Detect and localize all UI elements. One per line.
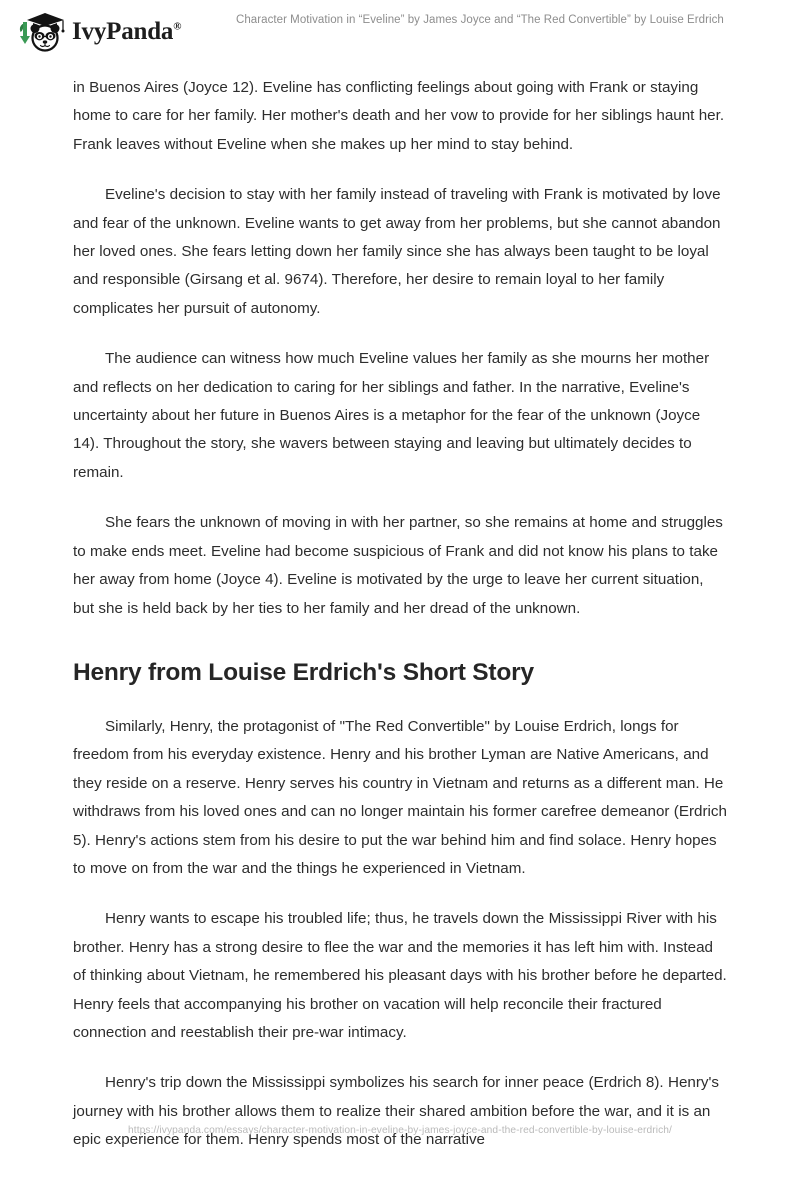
- source-url[interactable]: https://ivypanda.com/essays/character-motivation-in-eveline-by-james-joyce-and-the-red-convertible-by-louise-erdrich/: [128, 1125, 672, 1136]
- registered-mark-icon: ®: [173, 20, 182, 33]
- body-paragraph: Eveline's decision to stay with her family instead of traveling with Frank is motivated by love and fear of the unknown. Eveline wants to get away from her problems, but she cannot abandon her loved ones. She fears letting down her family since she has always been taught to be loyal and responsible (Girsang et al. 9674). Therefore, her desire to remain loyal to her family complicates her pursuit of autonomy.: [73, 186, 721, 317]
- page-footer: [0, 1120, 800, 1138]
- body-paragraph: The audience can witness how much Eveline values her family as she mourns her mother and reflects on her dedication to caring for her siblings and father. In the narrative, Eveline's uncertainty about her future in Buenos Aires is a metaphor for the fear of the unknown (Joyce 14). Throughout the story, she wavers between staying and leaving but ultimately decides to remain.: [73, 350, 710, 481]
- body-paragraph: She fears the unknown of moving in with her partner, so she remains at home and struggles to make ends meet. Eveline had become suspicious of Frank and did not know his plans to take her away from home (Joyce 4). Eveline is motivated by the urge to leave her current situation, but she is held back by her ties to her family and her dread of the unknown.: [73, 514, 723, 617]
- section-heading: Henry from Louise Erdrich's Short Story: [73, 658, 534, 686]
- body-paragraph: in Buenos Aires (Joyce 12). Eveline has conflicting feelings about going with Frank or staying home to care for her family. Her mother's death and her vow to provide for her siblings haunt her. Frank leaves without Eveline when she makes up her mind to stay behind.: [73, 79, 725, 153]
- document-body: [73, 74, 728, 1177]
- page-header: [0, 0, 800, 62]
- brand-name: [72, 19, 181, 44]
- ivypanda-panda-graduate-logo-icon: [16, 9, 68, 53]
- body-paragraph: Henry's trip down the Mississippi symbolizes his search for inner peace (Erdrich 8). Henry's journey with his brother allows them to realize their shared ambition before the war, and it is an epic experience for them. Henry spends most of the narrative: [73, 1074, 719, 1149]
- brand-name-text: IvyPanda: [72, 17, 174, 45]
- document-header-title: Character Motivation in “Eveline” by James Joyce and “The Red Convertible” by Louise Erdrich: [236, 14, 724, 26]
- body-paragraph: Henry wants to escape his troubled life; thus, he travels down the Mississippi River with his brother. Henry has a strong desire to flee the war and the memories it has left him with. Instead of thinking about Vietnam, he remembered his pleasant days with his brother before he departed. Henry feels that accompanying his brother on vacation will help reconcile their fractured connection and reestablish their pre-war intimacy.: [73, 910, 727, 1041]
- brand-logo[interactable]: [16, 8, 181, 54]
- body-paragraph: Similarly, Henry, the protagonist of "The Red Convertible" by Louise Erdrich, longs for freedom from his everyday existence. Henry and his brother Lyman are Native Americans, and they reside on a reserve. Henry serves his country in Vietnam and returns as a different man. He withdraws from his loved ones and can no longer maintain his former carefree demeanor (Erdrich 5). Henry's actions stem from his desire to put the war behind him and find solace. Henry hopes to move on from the war and the things he experienced in Vietnam.: [73, 717, 727, 877]
